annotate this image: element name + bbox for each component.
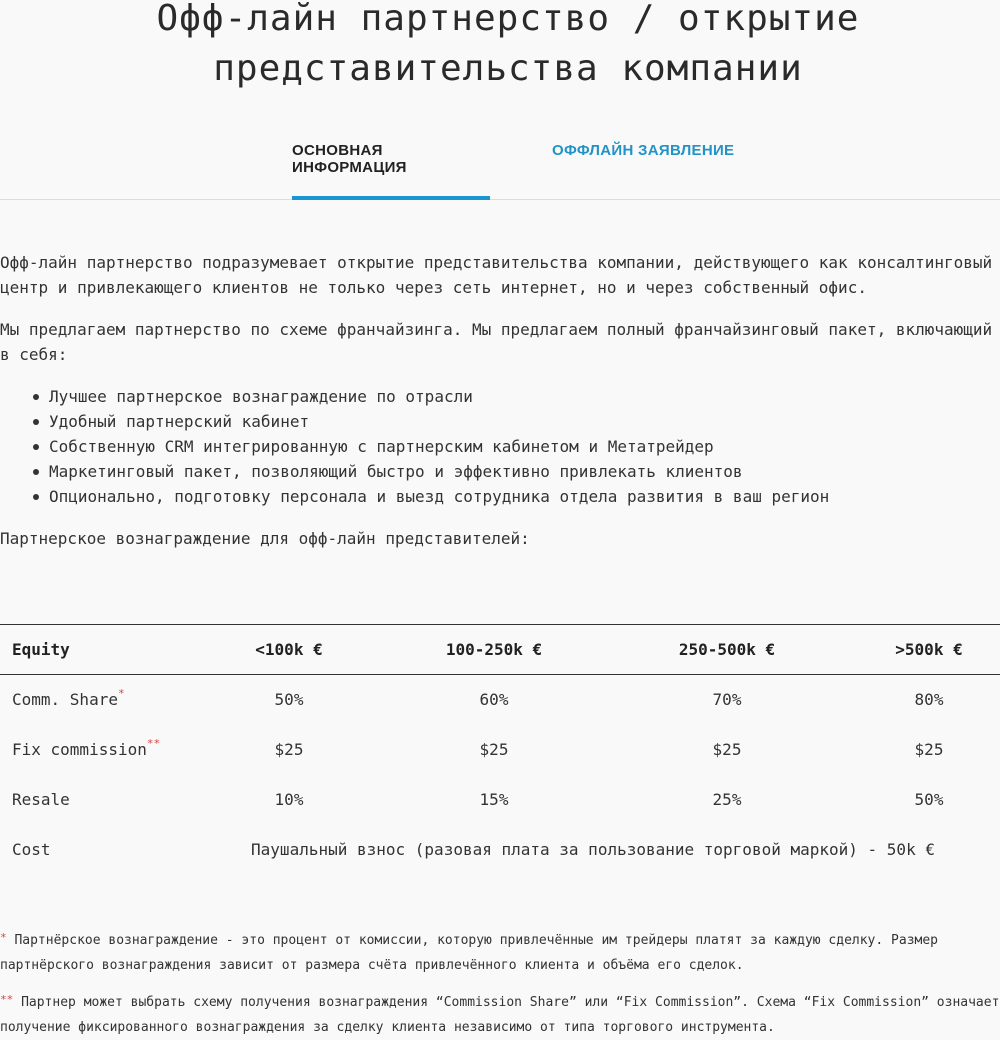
list-item: Опционально, подготовку персонала и выезд сотрудника отдела развития в ваш регион — [0, 484, 1000, 509]
asterisk-mark: ** — [0, 993, 14, 1006]
table-row — [0, 675, 1000, 725]
header-tier-3: 250-500k € — [678, 640, 776, 659]
tab-bar — [0, 120, 1000, 200]
table-cell: 25% — [712, 790, 742, 809]
row-label: Cost — [12, 840, 51, 859]
table-cell: $25 — [274, 740, 304, 759]
row-label: Comm. Share* — [12, 687, 125, 710]
table-cell: 15% — [479, 790, 509, 809]
table-row — [0, 775, 1000, 825]
list-item: Удобный партнерский кабинет — [0, 409, 1000, 434]
header-tier-1: <100k € — [255, 640, 323, 659]
table-row — [0, 725, 1000, 775]
feature-list — [0, 384, 1000, 509]
table-cell: 50% — [274, 690, 304, 710]
header-tier-4: >500k € — [895, 640, 963, 659]
list-item: Собственную CRM интегрированную с партнерским кабинетом и Метатрейдер — [0, 434, 1000, 459]
table-row — [0, 825, 1000, 875]
table-caption: Партнерское вознаграждение для офф-лайн представителей: — [0, 529, 530, 548]
list-item: Лучшее партнерское вознаграждение по отрасли — [0, 384, 1000, 409]
row-label: Resale — [12, 790, 70, 809]
header-equity: Equity — [12, 640, 70, 659]
table-cell: $25 — [712, 740, 742, 759]
offer-paragraph: Мы предлагаем партнерство по схеме франчайзинга. Мы предлагаем полный франчайзинговый пакет, включающий в себя: — [0, 320, 993, 364]
footnotes — [0, 928, 1000, 1040]
asterisk-mark: ** — [146, 737, 161, 750]
page-title: Офф-лайн партнерство / открытие представительства компании — [156, 0, 860, 89]
cost-cell: Паушальный взнос (разовая плата за пользование торговой маркой) - 50k € — [251, 840, 935, 859]
rewards-table — [0, 624, 1000, 875]
table-cell: 10% — [274, 790, 304, 809]
table-cell: 60% — [479, 690, 509, 710]
tab-offline-application[interactable]: ОФФЛАЙН ЗАЯВЛЕНИЕ — [552, 142, 735, 159]
tab-main-info[interactable]: ОСНОВНАЯ ИНФОРМАЦИЯ — [292, 142, 490, 200]
asterisk-mark: * — [117, 687, 125, 701]
main-content — [0, 250, 1000, 568]
asterisk-mark: * — [0, 931, 7, 944]
row-label: Fix commission** — [12, 737, 161, 759]
table-cell: 50% — [914, 790, 944, 809]
header-tier-2: 100-250k € — [445, 640, 543, 659]
table-header-row — [0, 625, 1000, 675]
table-cell: 70% — [712, 690, 742, 710]
table-cell: 80% — [914, 690, 944, 710]
footnote: * Партнёрское вознаграждение - это процент от комиссии, которую привлечённые им трейдеры платят за каждую сделку. Размер партнёрского вознаграждения зависит от размера счёта привлечённого клиента и объёма его сделок. — [0, 931, 938, 973]
intro-paragraph: Офф-лайн партнерство подразумевает открытие представительства компании, действующего как консалтинговый центр и привлекающего клиентов не только через сеть интернет, но и через собственный офис. — [0, 253, 993, 297]
footnote: ** Партнер может выбрать схему получения вознаграждения “Commission Share” или “Fix Commission”. Схема “Fix Commission” означает получение фиксированного вознаграждения за сделку клиента независимо от типа торгового инструмента. — [0, 993, 1000, 1035]
list-item: Маркетинговый пакет, позволяющий быстро и эффективно привлекать клиентов — [0, 459, 1000, 484]
table-cell: $25 — [479, 740, 509, 759]
table-cell: $25 — [914, 740, 944, 759]
